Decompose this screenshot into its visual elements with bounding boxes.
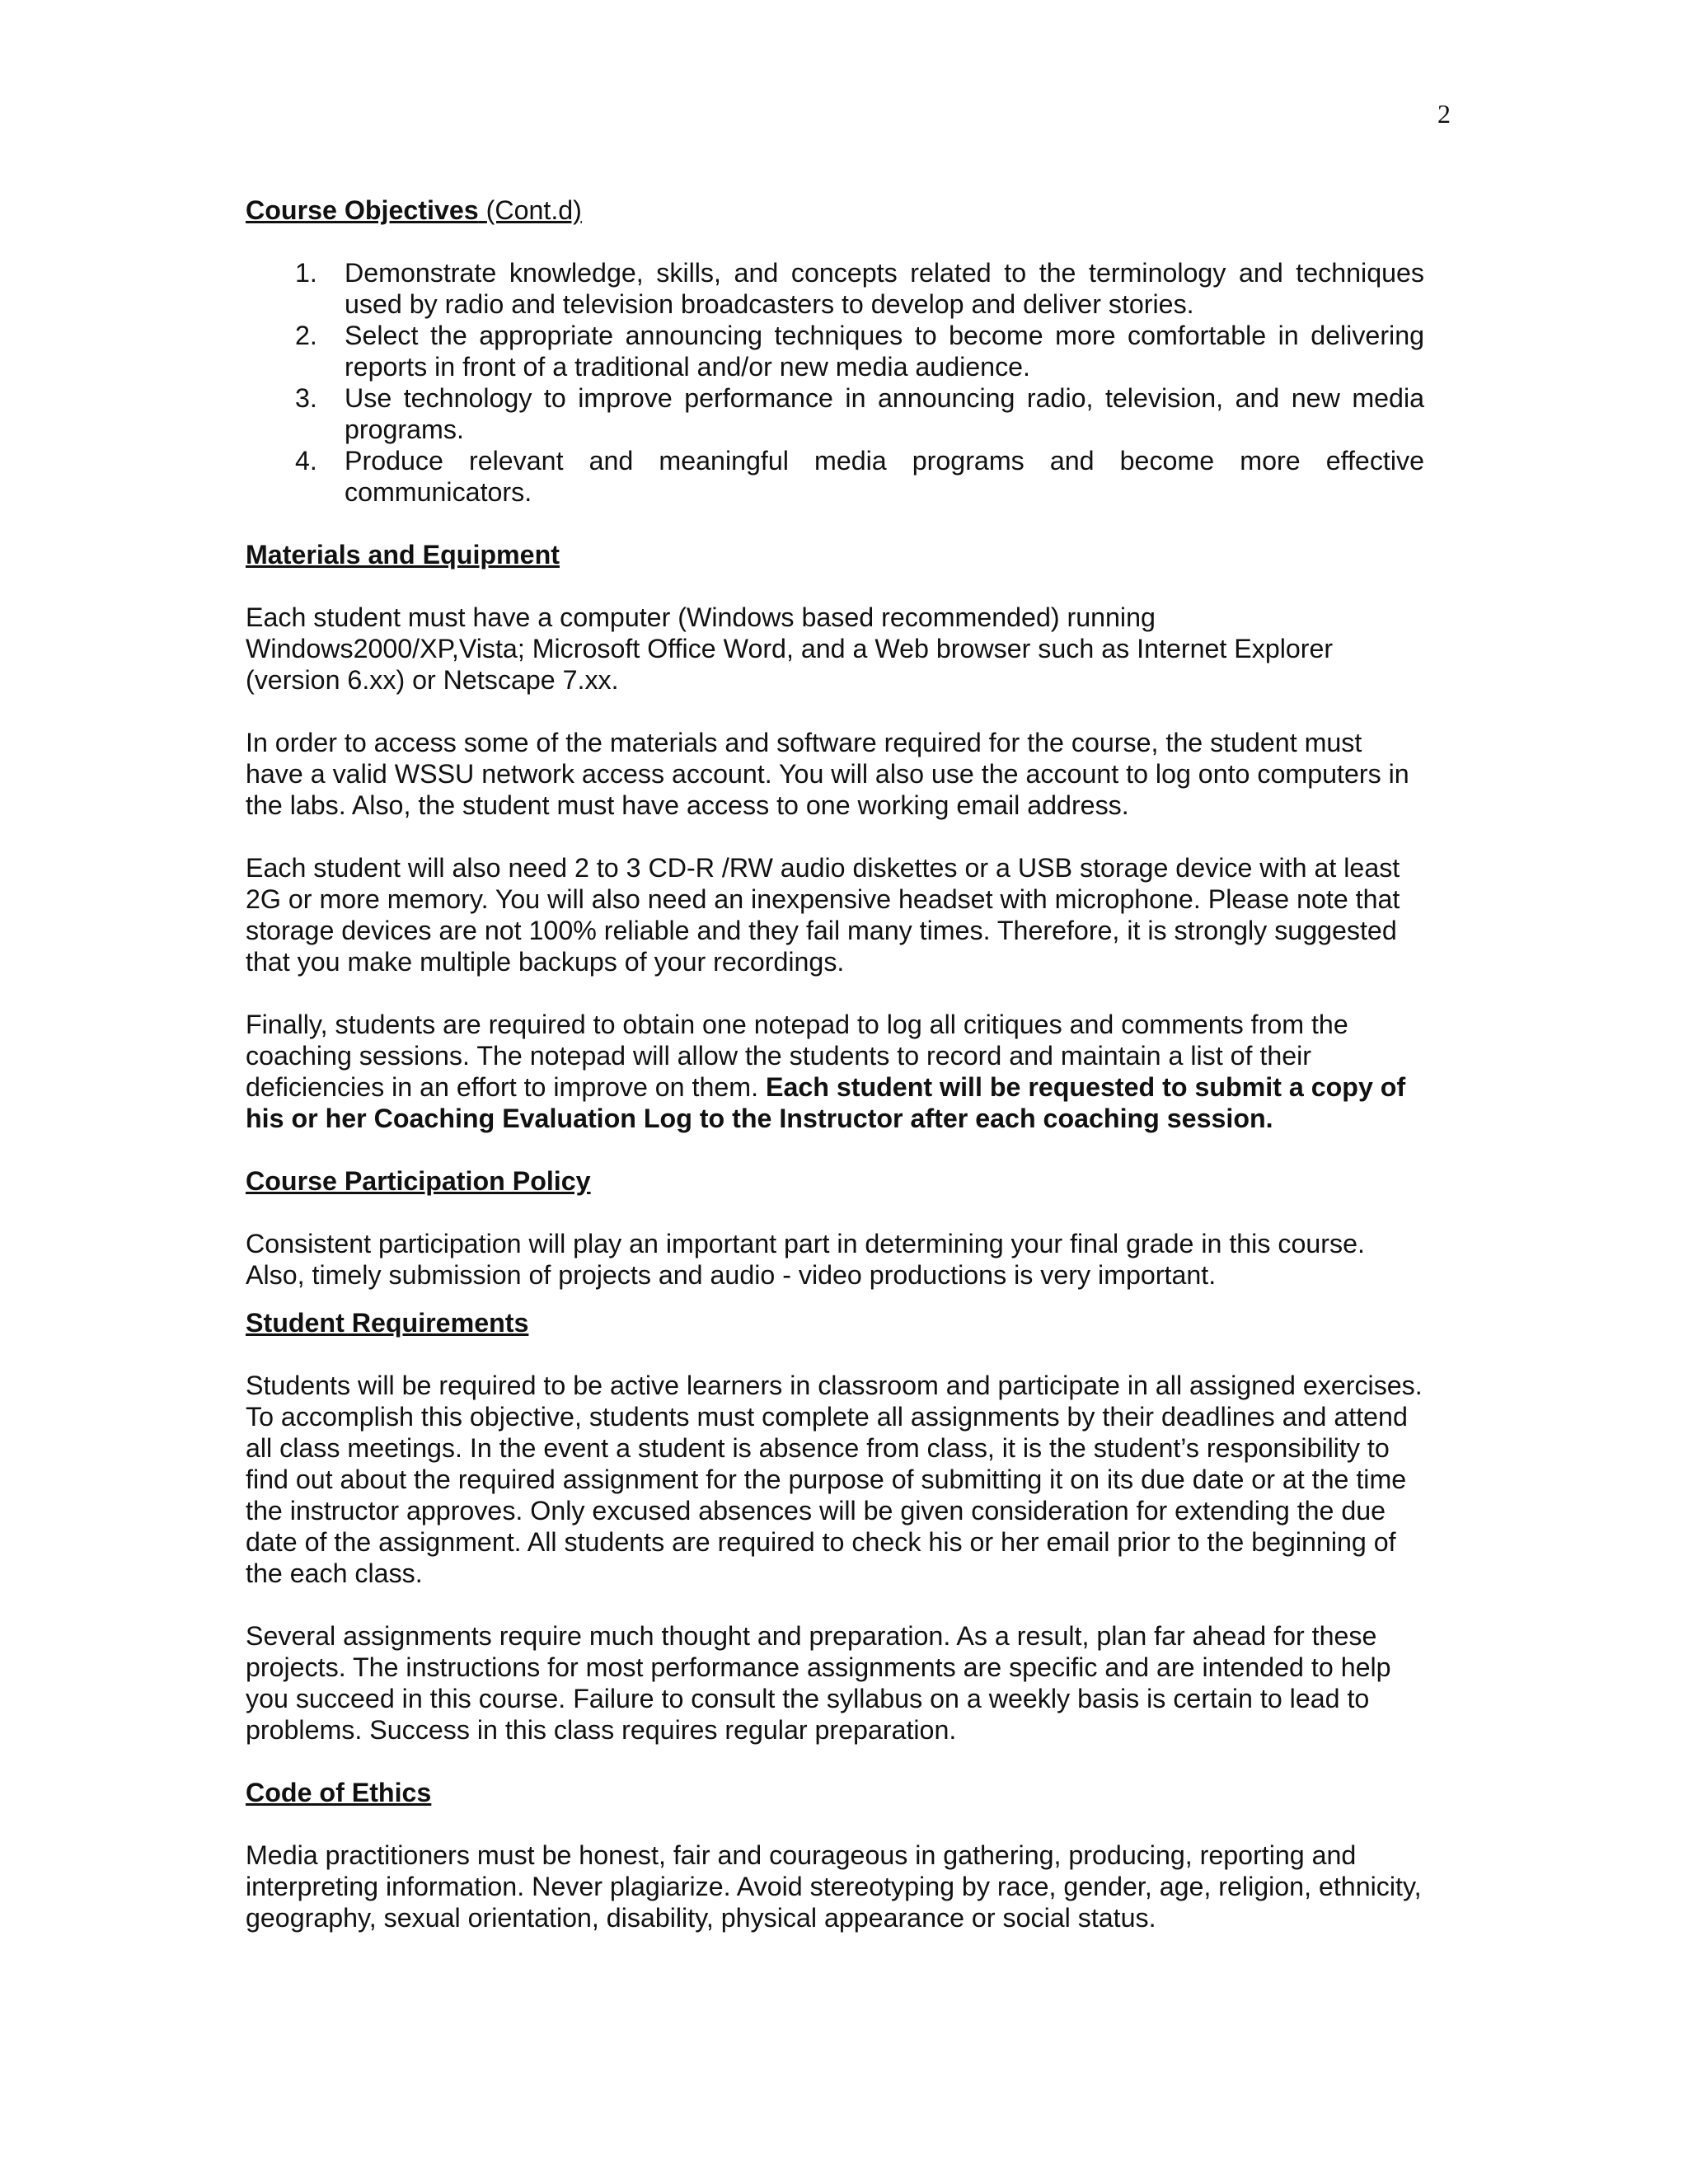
- page-number: 2: [1437, 99, 1451, 129]
- heading-course-objectives: [246, 194, 1424, 226]
- objective-number: 3.: [295, 383, 317, 413]
- objective-number: 2.: [295, 321, 317, 350]
- objective-text: Use technology to improve performance in announcing radio, television, and new media programs.: [345, 383, 1424, 444]
- materials-paragraph-4: [246, 1009, 1424, 1134]
- objective-text: Demonstrate knowledge, skills, and concepts related to the terminology and techniques used by radio and television broadcasters to develop and deliver stories.: [345, 258, 1424, 319]
- objectives-list: [246, 257, 1424, 508]
- heading-course-objectives-title: Course Objectives: [246, 195, 479, 225]
- materials-paragraph-3: Each student will also need 2 to 3 CD-R /RW audio diskettes or a USB storage device with at least 2G or more memory. You will also need an inexpensive headset with microphone. Please note that storage devices are not 100% reliable and they fail many times. Therefore, it is strongly suggested that you make multiple backups of your recordings.: [246, 853, 1400, 977]
- heading-course-participation-policy: Course Participation Policy: [246, 1166, 591, 1196]
- heading-course-objectives-suffix: (Cont.d): [485, 195, 582, 225]
- participation-paragraph: Consistent participation will play an important part in determining your final grade in this course. Also, timely submission of projects and audio - video productions is very important.: [246, 1229, 1365, 1290]
- heading-student-requirements: Student Requirements: [246, 1308, 529, 1338]
- ethics-paragraph: Media practitioners must be honest, fair and courageous in gathering, producing, reporting and interpreting information. Never plagiarize. Avoid stereotyping by race, gender, age, religion, ethnicity, geography, sexual orientation, disability, physical appearance or social status.: [246, 1840, 1422, 1933]
- objective-item: [246, 445, 1424, 508]
- requirements-paragraph-1: Students will be required to be active learners in classroom and participate in all assigned exercises. To accomplish this objective, students must complete all assignments by their deadlines and attend all class meetings. In the event a student is absence from class, it is the student’s responsibility to find out about the required assignment for the purpose of submitting it on its due date or at the time the instructor approves. Only excused absences will be given consideration for extending the due date of the assignment. All students are required to check his or her email prior to the beginning of the each class.: [246, 1371, 1423, 1588]
- heading-materials-and-equipment: Materials and Equipment: [246, 540, 560, 569]
- objective-text: Produce relevant and meaningful media programs and become more effective communicators.: [345, 446, 1424, 507]
- objective-number: 1.: [295, 258, 317, 288]
- objective-item: [246, 382, 1424, 445]
- requirements-paragraph-2: Several assignments require much thought and preparation. As a result, plan far ahead for these projects. The instructions for most performance assignments are specific and are intended to help you succeed in this course. Failure to consult the syllabus on a weekly basis is certain to lead to problems. Success in this class requires regular preparation.: [246, 1621, 1391, 1745]
- objective-item: [246, 257, 1424, 320]
- section-spacer: [246, 1291, 1424, 1307]
- objective-item: [246, 320, 1424, 382]
- objective-number: 4.: [295, 446, 317, 476]
- materials-paragraph-2: In order to access some of the materials and software required for the course, the student must have a valid WSSU network access account. You will also use the account to log onto computers in the labs. Also, the student must have access to one working email address.: [246, 728, 1409, 820]
- materials-paragraph-1: Each student must have a computer (Windows based recommended) running Windows2000/XP,Vista; Microsoft Office Word, and a Web browser such as Internet Explorer (version 6.xx) or Netscape 7.xx.: [246, 602, 1334, 695]
- document-body: [246, 194, 1424, 1965]
- objective-text: Select the appropriate announcing techniques to become more comfortable in delivering reports in front of a traditional and/or new media audience.: [345, 321, 1424, 382]
- heading-code-of-ethics: Code of Ethics: [246, 1778, 432, 1807]
- materials-paragraph-4-text: Finally, students are required to obtain one notepad to log all critiques and comments from the coaching sessions. The notepad will allow the students to record and maintain a list of their deficiencies in an effort to improve on them.: [246, 1010, 1348, 1102]
- materials-paragraph-4-bold: Each student will be requested to submit a copy of his or her Coaching Evaluation Log to the Instructor after each coaching session.: [246, 1072, 1406, 1133]
